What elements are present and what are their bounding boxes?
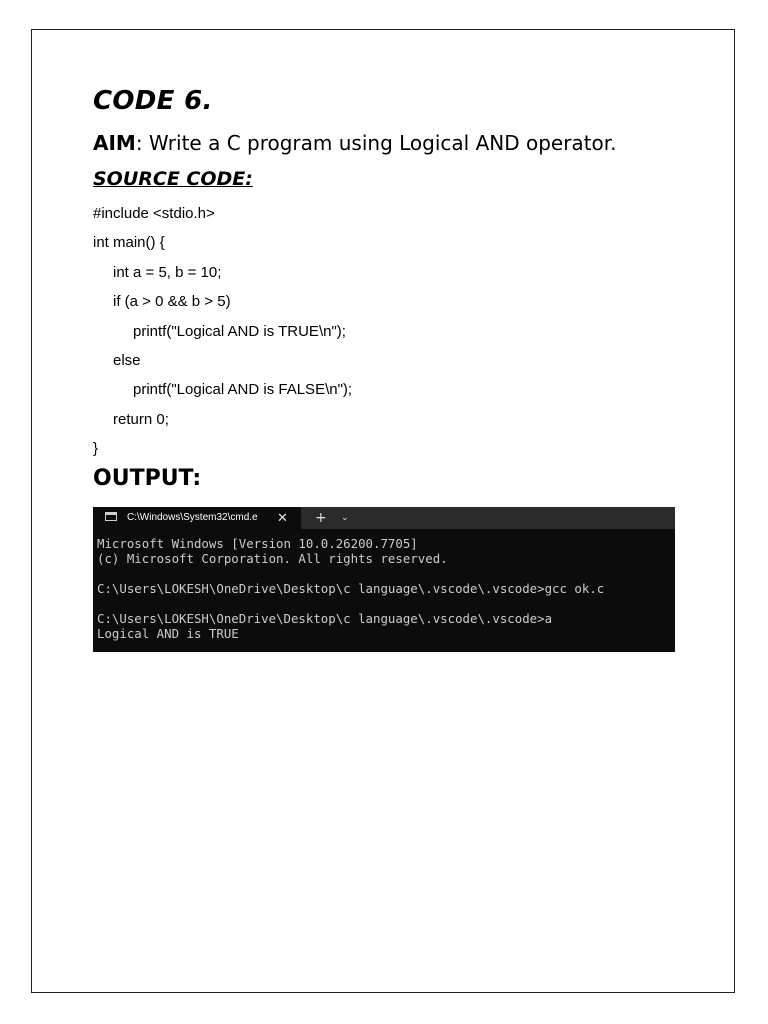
terminal-icon — [105, 512, 117, 521]
terminal-screenshot — [93, 507, 675, 652]
close-icon: ✕ — [277, 510, 288, 525]
code-line: printf("Logical AND is FALSE\n"); — [133, 381, 353, 399]
aim-label: AIM — [93, 131, 136, 155]
code-line: #include <stdio.h> — [93, 205, 215, 222]
terminal-line: (c) Microsoft Corporation. All rights reserved. — [97, 551, 448, 566]
terminal-line — [97, 596, 604, 611]
code-line: printf("Logical AND is TRUE\n"); — [133, 322, 346, 340]
terminal-line: C:\Users\LOKESH\OneDrive\Desktop\c language\.vscode\.vscode>a — [97, 611, 553, 626]
terminal-line: C:\Users\LOKESH\OneDrive\Desktop\c language\.vscode\.vscode>gcc ok.c — [97, 581, 605, 596]
plus-icon: + — [315, 510, 327, 526]
chevron-down-icon: ⌄ — [341, 513, 349, 523]
terminal-tab — [93, 507, 301, 529]
code-line: if (a > 0 && b > 5) — [113, 293, 231, 311]
source-code-block — [93, 199, 352, 464]
code-line: return 0; — [113, 410, 169, 428]
source-code-heading: SOURCE CODE: — [93, 168, 253, 190]
code-line: } — [93, 440, 99, 458]
code-line: else — [113, 351, 141, 369]
code-line: int a = 5, b = 10; — [113, 263, 222, 281]
terminal-tab-title: C:\Windows\System32\cmd.e — [127, 512, 258, 523]
terminal-titlebar — [93, 507, 675, 529]
aim-text: : Write a C program using Logical AND operator. — [135, 131, 617, 155]
code-line: int main() { — [93, 234, 165, 252]
terminal-output — [97, 536, 604, 641]
code-heading: CODE 6. — [93, 86, 213, 116]
output-heading: OUTPUT: — [93, 466, 202, 491]
terminal-line: Logical AND is TRUE — [97, 626, 239, 641]
terminal-line — [97, 566, 604, 581]
aim-line — [93, 131, 617, 155]
terminal-line: Microsoft Windows [Version 10.0.26200.7705] — [97, 536, 418, 551]
